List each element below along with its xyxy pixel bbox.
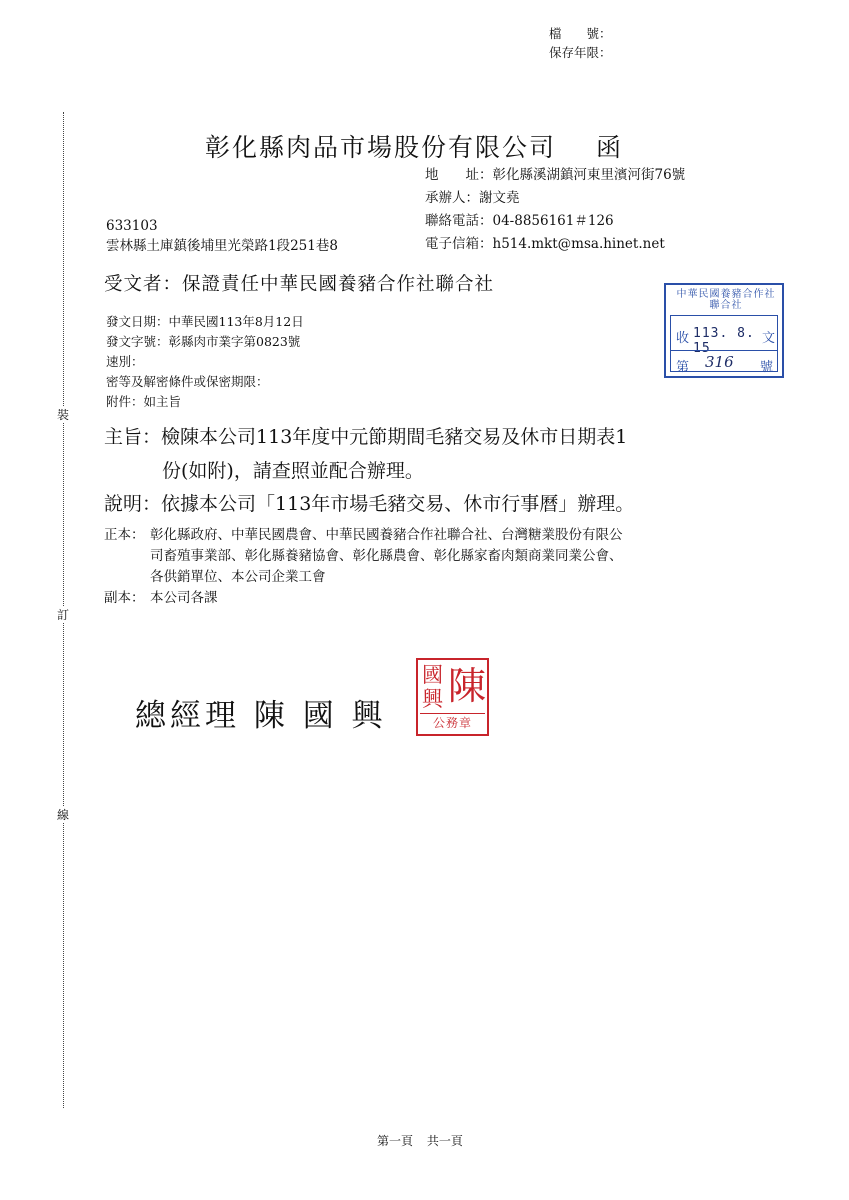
main-copy-line-3: 各供銷單位、本公司企業工會: [150, 569, 326, 585]
cc-value: 本公司各課: [150, 590, 218, 606]
stamp-receipt-char: 收: [676, 331, 690, 346]
postcode: 633103: [106, 218, 158, 234]
stamp-number: 316: [705, 353, 734, 371]
doc-type: 函: [596, 133, 622, 162]
stamp-date: 113. 8. 15: [693, 326, 755, 356]
org-name: 彰化縣肉品市場股份有限公司: [205, 133, 557, 162]
stamp-header: 中華民國養豬合作社聯合社: [676, 289, 776, 311]
recipient-address: [106, 216, 338, 256]
explain-line: [104, 489, 634, 516]
address-label: 地 址：: [425, 167, 493, 183]
stamp-no-prefix: 第: [676, 360, 690, 375]
seal-char-chen: 陳: [448, 664, 487, 708]
main-copy-line-1: 彰化縣政府、中華民國農會、中華民國養豬合作社聯合社、台灣糖業股份有限公: [150, 527, 623, 543]
issue-number: 發文字號：彰縣肉市業字第0823號: [106, 334, 301, 349]
main-copy-line-2: 司畜殖事業部、彰化縣養豬協會、彰化縣農會、彰化縣家畜肉類商業同業公會、: [150, 548, 623, 564]
official-seal: [416, 658, 489, 736]
recipient-street: 雲林縣土庫鎮後埔里光榮路1段251巷8: [106, 238, 338, 254]
subject-line-2: 份(如附)，請查照並配合辦理。: [162, 460, 424, 482]
seal-band: 公務章: [420, 713, 485, 732]
phone-label: 聯絡電話：: [425, 213, 493, 229]
stamp-inner: [670, 315, 778, 375]
page-footer: 第一頁 共一頁: [377, 1134, 463, 1148]
subject-label: 主旨：: [104, 426, 162, 448]
subject-block: [104, 420, 764, 488]
receiver-name: 保證責任中華民國養豬合作社聯合社: [182, 274, 495, 295]
handler-label: 承辦人：: [425, 190, 479, 206]
phone-value: 04-8856161＃126: [492, 213, 614, 229]
speed: 速別：: [106, 354, 144, 369]
receiver-label: 受文者：: [104, 274, 183, 295]
binding-char-zhuang: 裝: [56, 408, 69, 422]
retention-label: 保存年限：: [549, 45, 612, 60]
email-value: h514.mkt@msa.hinet.net: [492, 236, 665, 252]
copies-block: [104, 525, 764, 609]
issue-meta: [106, 312, 304, 412]
manager-signature: 總經理 陳 國 興: [135, 698, 387, 734]
receiver-line: [104, 270, 494, 296]
seal-char-guo: 國: [422, 663, 443, 687]
explain-text: 依據本公司「113年市場毛豬交易、休市行事曆」辦理。: [161, 493, 635, 515]
confidentiality: 密等及解密條件或保密期限：: [106, 374, 269, 389]
stamp-no-suffix: 號: [759, 360, 773, 375]
stamp-wen-char: 文: [761, 331, 775, 346]
binding-char-ding: 訂: [56, 608, 69, 622]
subject-line-1: 檢陳本公司113年度中元節期間毛豬交易及休市日期表1: [161, 426, 628, 448]
binding-char-xian: 線: [56, 808, 69, 822]
seal-char-xing: 興: [422, 687, 443, 711]
file-no-label: 檔 號：: [549, 26, 612, 41]
handler-value: 謝文堯: [479, 190, 520, 206]
cc-label: 副本：: [104, 590, 145, 606]
explain-label: 說明：: [104, 493, 162, 515]
issue-date: 發文日期：中華民國113年8月12日: [106, 314, 304, 329]
file-meta: [549, 24, 612, 62]
address-value: 彰化縣溪湖鎮河東里濱河街76號: [492, 167, 686, 183]
stamp-divider: [671, 350, 777, 351]
attachment: 附件：如主旨: [106, 394, 182, 409]
receipt-stamp: [664, 283, 784, 378]
email-label: 電子信箱：: [425, 236, 493, 252]
main-copy-label: 正本：: [104, 527, 145, 543]
contact-block: [425, 164, 685, 256]
